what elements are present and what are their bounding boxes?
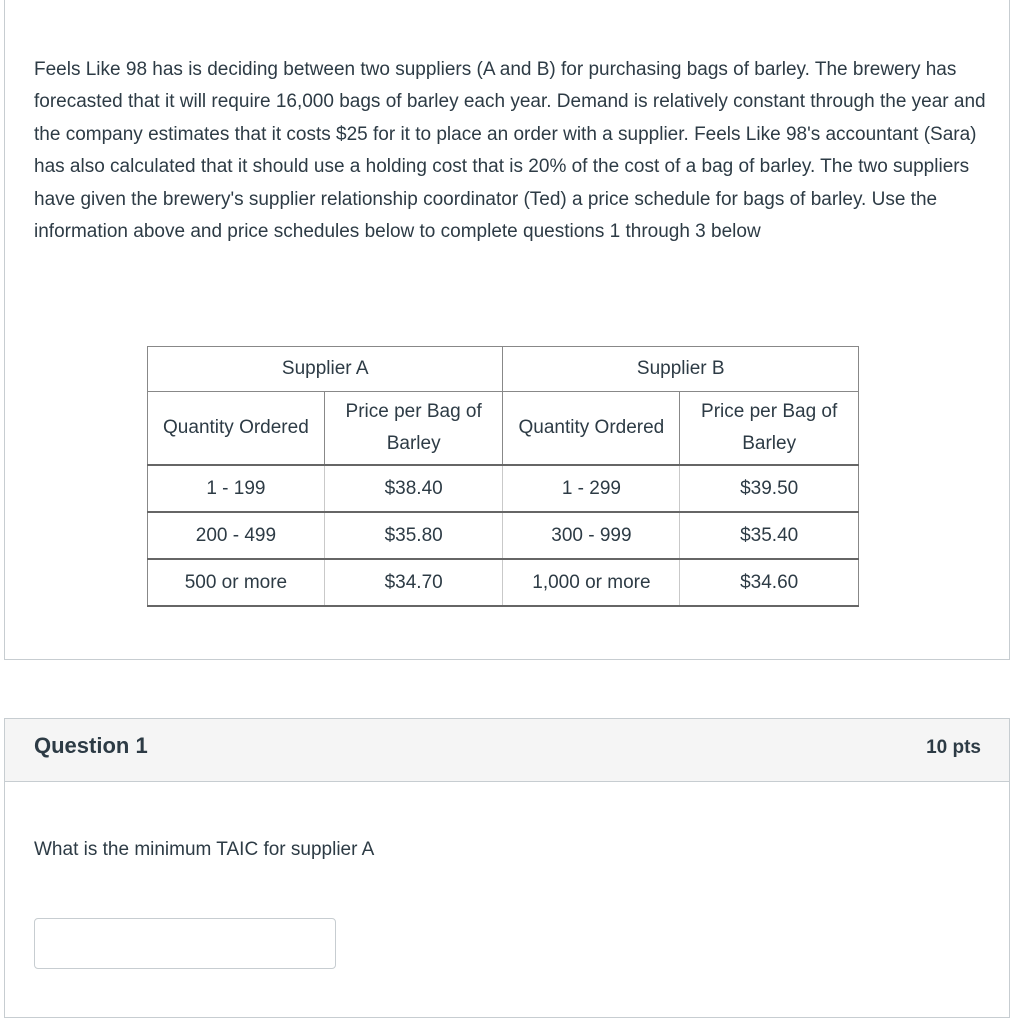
question-points: 10 pts (926, 737, 981, 758)
supplier-b-quantity-cell: 1 - 299 (503, 465, 680, 512)
supplier-a-header: Supplier A (148, 347, 503, 392)
table-row (148, 512, 859, 559)
supplier-a-quantity-cell: 200 - 499 (148, 512, 325, 559)
supplier-b-price-header: Price per Bag of Barley (680, 392, 859, 466)
price-schedule-table (147, 346, 859, 607)
supplier-a-quantity-cell: 1 - 199 (148, 465, 325, 512)
supplier-a-quantity-header: Quantity Ordered (148, 392, 325, 466)
supplier-a-price-cell: $35.80 (324, 512, 503, 559)
table-supplier-header-row (148, 347, 859, 392)
table-row (148, 559, 859, 606)
question-title: Question 1 (34, 733, 148, 758)
supplier-b-price-cell: $39.50 (680, 465, 859, 512)
supplier-b-header: Supplier B (503, 347, 859, 392)
supplier-b-price-cell: $35.40 (680, 512, 859, 559)
answer-input[interactable] (34, 918, 336, 969)
question-header (5, 719, 1009, 782)
supplier-b-price-cell: $34.60 (680, 559, 859, 606)
table-column-header-row (148, 392, 859, 466)
intro-text: Feels Like 98 has is deciding between two suppliers (A and B) for purchasing bags of barley. The brewery has forecasted that it will require 16,000 bags of barley each year. Demand is relatively constant through the year and the company estimates that it costs $25 for it to place an order with a supplier. Feels Like 98's accountant (Sara) has also calculated that it should use a holding cost that is 20% of the cost of a bag of barley. The two suppliers have given the brewery's supplier relationship coordinator (Ted) a price schedule for bags of barley. Use the information above and price schedules below to complete questions 1 through 3 below (34, 59, 986, 243)
table-row (148, 465, 859, 512)
question-prompt: What is the minimum TAIC for supplier A (34, 839, 375, 860)
supplier-a-price-cell: $34.70 (324, 559, 503, 606)
supplier-b-quantity-cell: 300 - 999 (503, 512, 680, 559)
supplier-a-price-cell: $38.40 (324, 465, 503, 512)
question-card (4, 718, 1010, 1018)
supplier-a-price-header: Price per Bag of Barley (324, 392, 503, 466)
supplier-b-quantity-header: Quantity Ordered (503, 392, 680, 466)
supplier-a-quantity-cell: 500 or more (148, 559, 325, 606)
supplier-b-quantity-cell: 1,000 or more (503, 559, 680, 606)
